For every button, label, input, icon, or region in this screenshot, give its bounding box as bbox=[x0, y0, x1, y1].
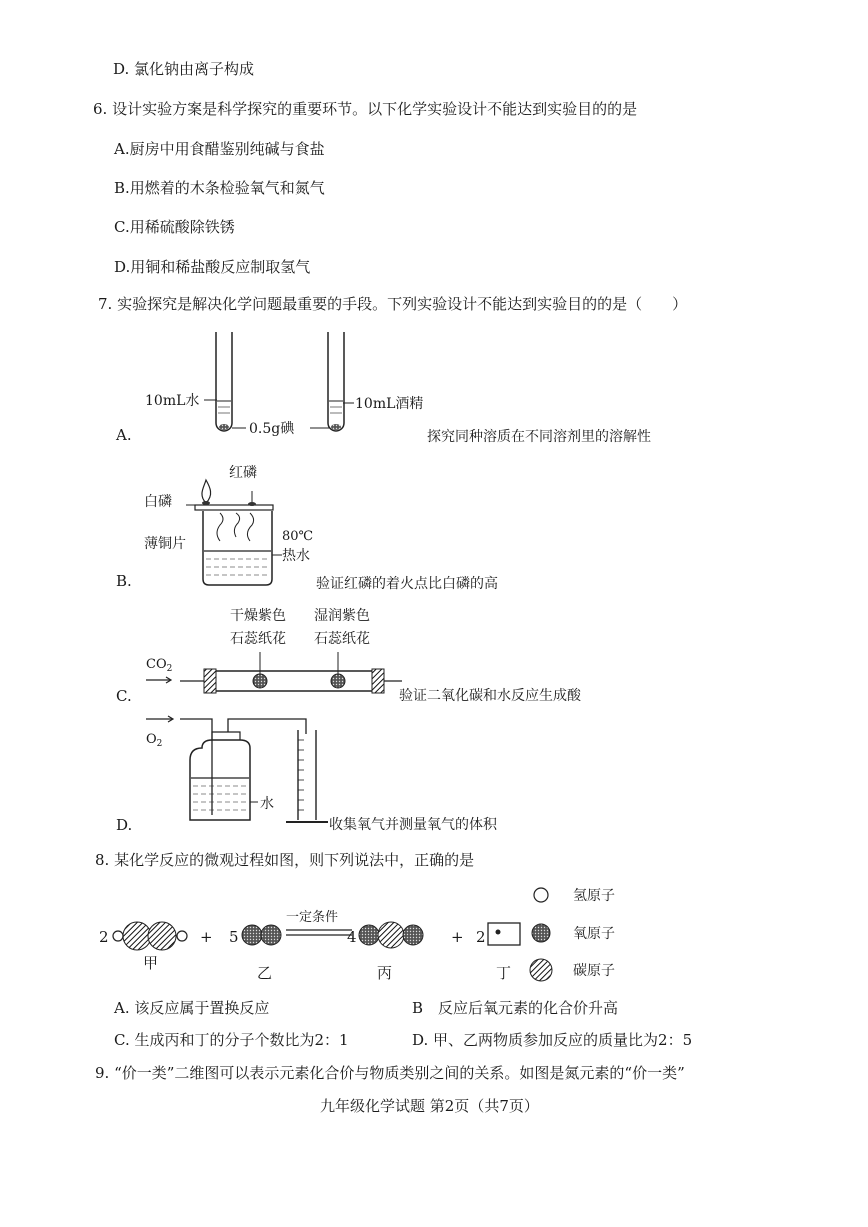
q7d-letter: D. bbox=[116, 816, 133, 834]
q8-coef-yi: 5 bbox=[229, 928, 239, 946]
q8-option-c: C. 生成丙和丁的分子个数比为2：1 bbox=[114, 1031, 349, 1049]
q7c-label-dry-1: 干燥紫色 bbox=[230, 608, 286, 624]
q7c-label-dry-2: 石蕊纸花 bbox=[230, 631, 286, 647]
wet-litmus-flower-icon bbox=[331, 652, 345, 688]
q7c-letter: C. bbox=[116, 687, 132, 705]
q7b-label-copper: 薄铜片 bbox=[144, 536, 186, 552]
q7a-label-iodine: 0.5g碘 bbox=[249, 421, 295, 437]
q7d-label-water: 水 bbox=[260, 796, 274, 812]
q6-option-b: B.用燃着的木条检验氧气和氮气 bbox=[114, 179, 325, 197]
q7a-caption: 探究同种溶质在不同溶剂里的溶解性 bbox=[427, 429, 651, 445]
q5-option-d: D. 氯化钠由离子构成 bbox=[113, 60, 255, 78]
q8-reaction-equals bbox=[286, 928, 356, 938]
q8-plus-2: + bbox=[451, 928, 464, 946]
q6-option-c: C.用稀硫酸除铁锈 bbox=[114, 218, 235, 236]
q6-stem: 6. 设计实验方案是科学探究的重要环节。以下化学实验设计不能达到实验目的的是 bbox=[93, 100, 638, 118]
q7d-caption: 收集氧气并测量氧气的体积 bbox=[329, 817, 497, 833]
q7b-letter: B. bbox=[116, 572, 132, 590]
carbon-atom-icon bbox=[530, 959, 552, 981]
red-phosphorus-icon bbox=[248, 491, 256, 506]
q8-molecule-ding bbox=[486, 920, 526, 950]
q8-name-bing: 丙 bbox=[377, 964, 393, 982]
q8-option-d: D. 甲、乙两物质参加反应的质量比为2：5 bbox=[412, 1031, 693, 1049]
q8-condition: 一定条件 bbox=[286, 910, 339, 925]
q8-name-jia: 甲 bbox=[143, 954, 159, 972]
q7b-label-temp: 80℃ bbox=[282, 529, 314, 544]
graduated-cylinder-icon bbox=[286, 730, 328, 822]
test-tube-water-icon bbox=[204, 332, 232, 431]
q7c-tube-figure bbox=[140, 650, 410, 710]
q7c-gas-sub: 2 bbox=[166, 664, 173, 674]
q7b-caption: 验证红磷的着火点比白磷的高 bbox=[316, 576, 498, 592]
q7a-label-alcohol: 10mL酒精 bbox=[355, 396, 424, 412]
q7a-label-water: 10mL水 bbox=[145, 393, 200, 409]
q7-stem: 7. 实验探究是解决化学问题最重要的手段。下列实验设计不能达到实验目的的是（ ） bbox=[98, 295, 688, 313]
q8-name-ding: 丁 bbox=[496, 964, 512, 982]
hydrogen-atom-icon bbox=[534, 888, 548, 902]
q7b-label-hot-water: 热水 bbox=[282, 548, 310, 564]
q8-molecule-yi bbox=[240, 920, 290, 950]
q8-coef-ding: 2 bbox=[476, 928, 486, 946]
q8-option-b: B 反应后氧元素的化合价升高 bbox=[412, 999, 619, 1017]
page-footer: 九年级化学试题 第2页（共7页） bbox=[320, 1097, 539, 1115]
q8-legend-hydrogen: 氢原子 bbox=[573, 888, 615, 904]
gas-bottle-icon bbox=[180, 719, 306, 820]
beaker-icon bbox=[203, 511, 282, 585]
q7c-caption: 验证二氧化碳和水反应生成酸 bbox=[399, 688, 581, 704]
q8-option-a: A. 该反应属于置换反应 bbox=[114, 999, 270, 1017]
q8-name-yi: 乙 bbox=[257, 964, 273, 982]
q8-stem: 8. 某化学反应的微观过程如图，则下列说法中，正确的是 bbox=[95, 851, 475, 869]
q8-legend-carbon: 碳原子 bbox=[573, 963, 615, 979]
flame-icon bbox=[202, 480, 211, 505]
q6-option-a: A.厨房中用食醋鉴别纯碱与食盐 bbox=[114, 140, 325, 158]
q8-coef-jia: 2 bbox=[99, 928, 109, 946]
copper-plate-icon bbox=[186, 505, 273, 510]
q7d-gas: O bbox=[146, 732, 157, 747]
q7c-gas: CO bbox=[146, 657, 167, 672]
q8-plus-1: + bbox=[200, 928, 213, 946]
q6-option-d: D.用铜和稀盐酸反应制取氢气 bbox=[114, 258, 311, 276]
q8-legend-oxygen: 氧原子 bbox=[573, 926, 615, 942]
q7b-label-white-p: 白磷 bbox=[144, 494, 172, 510]
q7d-apparatus-figure bbox=[140, 710, 340, 830]
dry-litmus-flower-icon bbox=[253, 652, 267, 688]
q8-molecule-jia bbox=[110, 915, 200, 955]
q9-stem: 9. “价一类”二维图可以表示元素化合价与物质类别之间的关系。如图是氮元素的“价一类” bbox=[95, 1064, 685, 1082]
q7c-label-wet-2: 石蕊纸花 bbox=[314, 631, 370, 647]
q8-coef-bing: 4 bbox=[347, 928, 357, 946]
q7b-label-red-p: 红磷 bbox=[229, 465, 257, 481]
q7d-gas-sub: 2 bbox=[156, 739, 163, 749]
test-tube-alcohol-icon bbox=[328, 332, 354, 431]
q7a-test-tubes-figure bbox=[140, 325, 460, 445]
oxygen-atom-icon bbox=[532, 924, 550, 942]
q7a-letter: A. bbox=[116, 426, 132, 444]
q8-legend-icons bbox=[528, 884, 554, 984]
q7c-label-wet-1: 湿润紫色 bbox=[314, 608, 370, 624]
q8-molecule-bing bbox=[358, 918, 428, 952]
